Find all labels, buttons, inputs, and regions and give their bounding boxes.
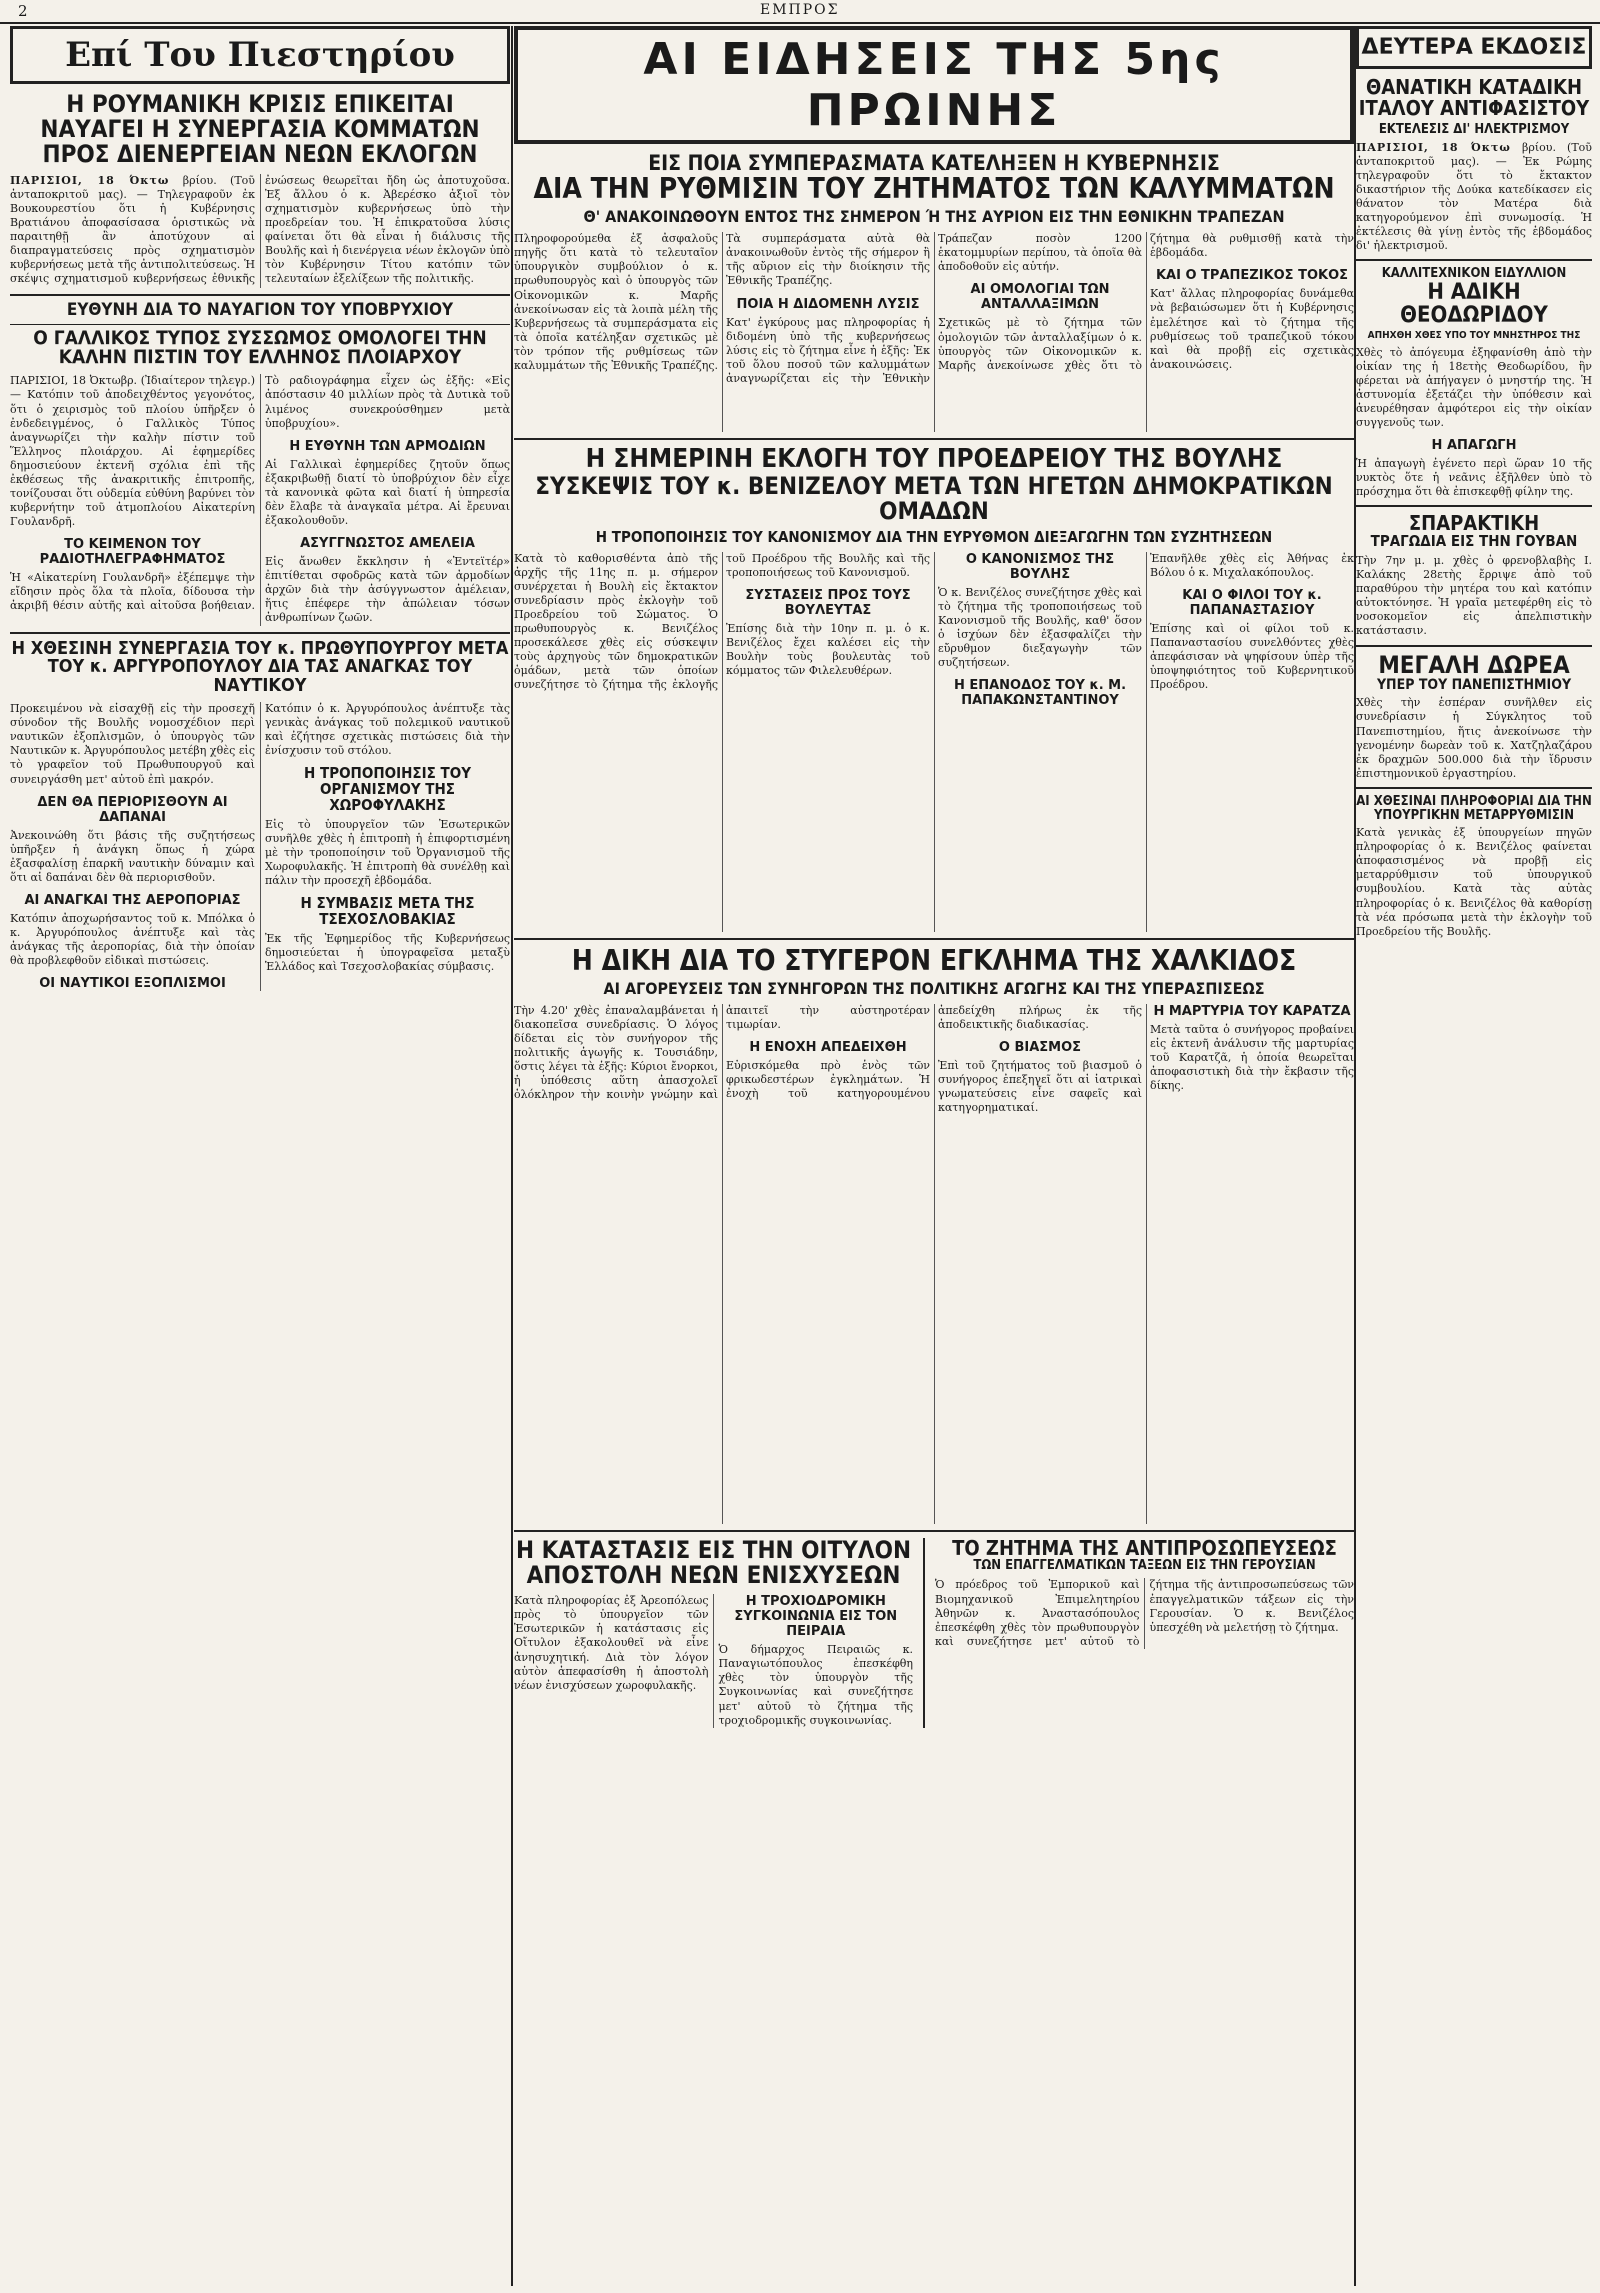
headline-kicker: ΣΠΑΡΑΚΤΙΚΗ (1408, 511, 1540, 536)
subheading: ΔΕΝ ΘΑ ΠΕΡΙΟΡΙΣΘΟΥΝ ΑΙ ΔΑΠΑΝΑΙ (37, 794, 228, 825)
headline: ΔΙΑ ΤΗΝ ΡΥΘΜΙΣΙΝ ΤΟΥ ΖΗΤΗΜΑΤΟΣ ΤΩΝ ΚΑΛΥΜΜΑΤΩΝ (533, 172, 1335, 206)
article-text: Κατὰ γενικὰς ἐξ ὑπουργείων πηγῶν πληροφορίας ὁ κ. Βενιζέλος φαίνεται ἀποφασισμένος νὰ προβῇ εἰς μεταρρύθμισιν τοῦ ὑπουργικοῦ συμβουλίου. Κατὰ τὰς αὐτὰς πληροφορίας ὁ κ. Βενιζέλος θὰ καθορίσῃ τὰ νέα πρόσωπα μετὰ τὴν ἐκλογὴν τοῦ Προεδρείου τῆς Βουλῆς. (1356, 826, 1592, 938)
subheading: Ο ΚΑΝΟΝΙΣΜΟΣ ΤΗΣ ΒΟΥΛΗΣ (965, 551, 1115, 582)
headline: Η ΤΡΟΠΟΠΟΙΗΣΙΣ ΤΟΥ ΟΡΓΑΝΙΣΜΟΥ ΤΗΣ ΧΩΡΟΦΥΛΑΚΗΣ (304, 764, 471, 814)
divider (514, 1530, 1354, 1532)
divider (1356, 787, 1592, 789)
paper-name: ΕΜΠΡΟΣ (760, 2, 840, 18)
article-text: Κατ' ἐγκύρους μας πληροφορίας ἡ διδομένη ὑπὸ τῆς κυβερνήσεως λύσις εἰς τὸ ζήτημα εἶνε ἡ ἑξῆς: Ἐκ τοῦ ὅλου ποσοῦ τῶν καλυμμάτων ἀναγνωρίζεται εἰς τὴν Ἐθνικὴν Τράπεζαν ποσὸν 1200 ἑκατομμυρίων περίπου, τὰ ὁποῖα θὰ ἀποδοθοῦν εἰς αὐτήν. (726, 232, 1142, 385)
deck: Θ' ΑΝΑΚΟΙΝΩΘΟΥΝ ΕΝΤΟΣ ΤΗΣ ΣΗΜΕΡΟΝ Ή ΤΗΣ ΑΥΡΙΟΝ ΕΙΣ ΤΗΝ ΕΘΝΙΚΗΝ ΤΡΑΠΕΖΑΝ (583, 207, 1285, 227)
headline: Η ΔΙΚΗ ΔΙΑ ΤΟ ΣΤΥΓΕΡΟΝ ΕΓΚΛΗΜΑ ΤΗΣ ΧΑΛΚΙΔΟΣ (571, 943, 1297, 977)
dateline: ΠΑΡΙΣΙΟΙ, 18 Όκτω (10, 173, 170, 187)
article-text: Ἀνεκοινώθη ὅτι βάσις τῆς συζητήσεως ὑπῆρξεν ἡ ἀνάγκη ὅπως ἡ χώρα ἐξασφαλίσῃ ἐπαρκῆ ναυτικὴν δύναμιν καὶ ὅτι αἱ δαπάναι δὲν θὰ περιορισθοῦν. (10, 828, 255, 884)
subheading: ΟΙ ΝΑΥΤΙΚΟΙ ΕΞΟΠΛΙΣΜΟΙ (39, 976, 226, 992)
headline: Η ΣΥΜΒΑΣΙΣ ΜΕΤΑ ΤΗΣ ΤΣΕΧΟΣΛΟΒΑΚΙΑΣ (300, 894, 475, 928)
article-text: Εἰς ἄνωθεν ἔκκλησιν ἡ «Ἐντεϊτέρ» ἐπιτίθεται σφοδρῶς κατὰ τῶν ἀρμοδίων ἀρχῶν διὰ τὴν ἀσύγγνωστον ἀμέλειαν, ἥτις ἐπέφερε τὴν ἀπώλειαν τόσων ἀνθρωπίνων ζωῶν. (265, 555, 510, 625)
article-text: Εὑρισκόμεθα πρὸ ἑνὸς τῶν φρικωδεστέρων ἐγκλημάτων. Ἡ ἐνοχὴ τοῦ κατηγορουμένου ἀπεδείχθη πλήρως ἐκ τῆς ἀποδεικτικῆς διαδικασίας. (726, 1003, 1142, 1101)
headline: ΤΟ ΖΗΤΗΜΑ ΤΗΣ ΑΝΤΙΠΡΟΣΩΠΕΥΣΕΩΣ (952, 1535, 1337, 1560)
deck: Η ΤΡΟΠΟΠΟΙΗΣΙΣ ΤΟΥ ΚΑΝΟΝΙΣΜΟΥ ΔΙΑ ΤΗΝ ΕΥΡΥΘΜΟΝ ΔΙΕΞΑΓΩΓΗΝ ΤΩΝ ΣΥΖΗΤΗΣΕΩΝ (595, 527, 1273, 546)
headline-kicker: Η ΡΟΥΜΑΝΙΚΗ ΚΡΙΣΙΣ ΕΠΙΚΕΙΤΑΙ (66, 90, 454, 118)
article-text: Μετὰ ταῦτα ὁ συνήγορος προβαίνει εἰς ἐκτενῆ ἀνάλυσιν τῆς μαρτυρίας τοῦ Καρατζᾶ, ἡ ὁποία θεωρεῖται ἀποφασιστικὴ διὰ τὴν ἔκβασιν τῆς δίκης. (1150, 1022, 1354, 1093)
article-text: Ἐπίσης διὰ τὴν 10ην π. μ. ὁ κ. Βενιζέλος ἔχει καλέσει εἰς τὴν Βουλὴν τοὺς βουλευτὰς τοῦ κόμματος τῶν Φιλελευθέρων. (726, 621, 930, 678)
subheading: ΚΑΙ Ο ΤΡΑΠΕΖΙΚΟΣ ΤΟΚΟΣ (1155, 268, 1348, 284)
subheading: ΑΙ ΟΜΟΛΟΓΙΑΙ ΤΩΝ ΑΝΤΑΛΛΑΞΙΜΩΝ (970, 282, 1110, 313)
article-text: Ὁ κ. Βενιζέλος συνεζήτησε χθὲς καὶ τὸ ζήτημα τῆς τροποποιήσεως τοῦ Κανονισμοῦ τῆς Βουλῆς, καθ' ὅσον ὁ ἰσχύων δὲν ἐξασφαλίζει τὴν εὔρυθμον διεξαγωγὴν τῶν συζητήσεων. (938, 585, 1142, 670)
headline-kicker: ΕΥΘΥΝΗ ΔΙΑ ΤΟ ΝΑΥΑΓΙΟΝ ΤΟΥ ΥΠΟΒΡΥΧΙΟΥ (66, 299, 454, 320)
subheading: Ο ΒΙΑΣΜΟΣ (998, 1040, 1082, 1055)
subheading: ΚΑΙ Ο ΦΙΛΟΙ ΤΟΥ κ. ΠΑΠΑΝΑΣΤΑΣΙΟΥ (1182, 587, 1322, 618)
article-text: Κατόπιν ἀποχωρήσαντος τοῦ κ. Μπόλκα ὁ κ. Ἀργυρόπουλος ἀνέπτυξε καὶ τὰς ἀνάγκας τῆς ἀεροπορίας, διὰ τὴν ὁποίαν θὰ προβλεφθοῦν εἰδικαὶ πιστώσεις. (10, 911, 255, 968)
page-number: 2 (18, 2, 28, 20)
headline: Ο ΓΑΛΛΙΚΟΣ ΤΥΠΟΣ ΣΥΣΣΩΜΟΣ ΟΜΟΛΟΓΕΙ ΤΗΝ ΚΑΛΗΝ ΠΙΣΤΙΝ ΤΟΥ ΕΛΛΗΝΟΣ ΠΛΟΙΑΡΧΟΥ (33, 326, 487, 369)
masthead (0, 0, 1600, 24)
deck: ΤΩΝ ΕΠΑΓΓΕΛΜΑΤΙΚΩΝ ΤΑΞΕΩΝ ΕΙΣ ΤΗΝ ΓΕΡΟΥΣΙΑΝ (973, 1557, 1316, 1573)
article-text: βρίου. (Τοῦ ἀνταποκριτοῦ μας). — Ἐκ Ρώμης τηλεγραφοῦν ὅτι τὸ ἔκτακτον δικαστήριον τῆς Δούκα κατεδίκασεν εἰς θάνατον τὸν Ματέρα διὰ κατηγορούμενον ἐπὶ συνωμοσίᾳ. Ἡ ἐκτέλεσις θὰ γίνῃ ἐντὸς τῆς ἑβδομάδος δι' ἠλεκτρισμοῦ. (1356, 140, 1592, 253)
article-text: Κατ' ἄλλας πληροφορίας δυνάμεθα νὰ βεβαιώσωμεν ὅτι ἡ Κυβέρνησις ἐμελέτησε καὶ τὸ ζήτημα τῆς ρυθμίσεως τοῦ τραπεζικοῦ τόκου καὶ θὰ προβῇ εἰς σχετικὰς ἀνακοινώσεις. (1150, 287, 1354, 371)
article-text: Χθὲς τὸ ἀπόγευμα ἐξηφανίσθη ἀπὸ τὴν οἰκίαν της ἡ 18ετὴς Θεοδωρίδου, ἣν φέρεται νὰ ἀπήγαγεν ὁ μνηστήρ της. Ἡ ἀστυνομία ἐξετάζει τὴν ὑπόθεσιν καὶ ἀνευρέθησαν ἀμφότεροι εἰς τὴν οἰκίαν συγγενοῦς των. (1356, 345, 1592, 429)
subheading: Η ΤΡΟΧΙΟΔΡΟΜΙΚΗ ΣΥΓΚΟΙΝΩΝΙΑ ΕΙΣ ΤΟΝ ΠΕΙΡΑΙΑ (734, 1594, 898, 1640)
subheading: Η ΜΑΡΤΥΡΙΑ ΤΟΥ ΚΑΡΑΤΖΑ (1153, 1003, 1351, 1019)
headline-kicker: ΚΑΛΛΙΤΕΧΝΙΚΟΝ ΕΙΔΥΛΛΙΟΝ (1381, 266, 1567, 282)
article-text: Κατόπιν ὁ κ. Ἀργυρόπουλος ἀνέπτυξε τὰς γενικὰς ἀνάγκας τοῦ πολεμικοῦ ναυτικοῦ καὶ ἐζήτησε σχετικὰς πιστώσεις διὰ τὴν ἐνίσχυσιν τοῦ στόλου. (265, 702, 510, 758)
subheading: ΑΣΥΓΓΝΩΣΤΟΣ ΑΜΕΛΕΙΑ (300, 536, 475, 552)
article-text: Χθὲς τὴν ἑσπέραν συνῆλθεν εἰς συνεδρίασιν ἡ Σύγκλητος τοῦ Πανεπιστημίου, ἥτις ἀνεκοίνωσε τὴν γενομένην δωρεὰν τοῦ κ. Χατζηλαζάρου ἐκ δραχμῶν 500.000 διὰ τὴν ἵδρυσιν ἐπιστημονικοῦ ἐργαστηρίου. (1356, 696, 1592, 780)
article-body (10, 702, 510, 991)
article-body (514, 232, 1354, 432)
deck: ΥΠΕΡ ΤΟΥ ΠΑΝΕΠΙΣΤΗΜΙΟΥ (1376, 676, 1572, 693)
headline: ΕΙΣ ΠΟΙΑ ΣΥΜΠΕΡΑΣΜΑΤΑ ΚΑΤΕΛΗΞΕΝ Η ΚΥΒΕΡΝΗΣΙΣ (648, 151, 1220, 175)
article-text: Ἐπίσης καὶ οἱ φίλοι τοῦ κ. Παπαναστασίου συνελθόντες χθὲς ἀπεφάσισαν νὰ ψηφίσουν ὑπὲρ τῆς ὑποψηφιότητος τοῦ Κυβερνητικοῦ Προέδρου. (1150, 621, 1354, 692)
headline: ΜΕΓΑΛΗ ΔΩΡΕΑ (1378, 650, 1570, 679)
section-banner-second-edition: ΔΕΥΤΕΡΑ ΕΚΔΟΣΙΣ (1356, 26, 1592, 69)
headline: ΑΙ ΧΘΕΣΙΝΑΙ ΠΛΗΡΟΦΟΡΙΑΙ ΔΙΑ ΤΗΝ ΥΠΟΥΡΓΙΚΗΝ ΜΕΤΑΡΡΥΘΜΙΣΙΝ (1356, 793, 1592, 823)
headline: ΑΠΟΣΤΟΛΗ ΝΕΩΝ ΕΝΙΣΧΥΣΕΩΝ (526, 1561, 901, 1590)
story-oitylo (514, 1535, 914, 1728)
column-rule (511, 26, 513, 2286)
headline: ΠΡΟΣ ΔΙΕΝΕΡΓΕΙΑΝ ΝΕΩΝ ΕΚΛΟΓΩΝ (42, 140, 478, 169)
article-text: Αἱ Γαλλικαὶ ἐφημερίδες ζητοῦν ὅπως ἐξακριβωθῇ διατί τὸ ὑποβρύχιον δὲν εἶχε τὰ κανονικὰ φῶτα καὶ διατί ἡ ὑπηρεσία δὲν ἔλαβε τὰ ἀναγκαῖα μέτρα. Αἱ ἔρευναι ἐξακολουθοῦν. (265, 457, 510, 528)
column-rule (923, 1538, 925, 1728)
subheading: Η ΕΝΟΧΗ ΑΠΕΔΕΙΧΘΗ (749, 1040, 907, 1055)
headline: ΤΡΑΓΩΔΙΑ ΕΙΣ ΤΗΝ ΓΟΥΒΑΝ (1370, 532, 1578, 551)
headline: ΝΑΥΑΓΕΙ Η ΣΥΝΕΡΓΑΣΙΑ ΚΟΜΜΑΤΩΝ (40, 115, 480, 144)
article-text: Ἐπὶ τοῦ ζητήματος τοῦ βιασμοῦ ὁ συνήγορος ἐπεξηγεῖ ὅτι αἱ ἰατρικαὶ γνωματεύσεις εἶνε σαφεῖς καὶ κατηγορηματικαί. (938, 1059, 1142, 1115)
deck: ΕΚΤΕΛΕΣΙΣ ΔΙ' ΗΛΕΚΤΡΙΣΜΟΥ (1378, 122, 1570, 137)
article-text: Ἐπανῆλθε χθὲς εἰς Ἀθήνας ἐκ Βόλου ὁ κ. Μιχαλακόπουλος. (1150, 551, 1354, 579)
subheading: ΑΙ ΑΝΑΓΚΑΙ ΤΗΣ ΑΕΡΟΠΟΡΙΑΣ (24, 892, 241, 908)
article-text: Ἡ «Αἰκατερίνη Γουλανδρῆ» ἐξέπεμψε τὴν εἴδησιν πρὸς ὅλα τὰ πλοῖα, δίδουσα τὴν ἀκριβῆ θέσιν αὐτῆς καὶ αἰτοῦσα βοήθειαν. Τὸ ραδιογράφημα εἶχεν ὡς ἑξῆς: «Εἰς ἀπόστασιν 40 μιλλίων πρὸς τὰ Δυτικὰ τοῦ λιμένος συνεκρούσθημεν μετὰ ὑποβρυχίου». (10, 374, 510, 613)
headline: ΣΥΣΚΕΨΙΣ ΤΟΥ κ. ΒΕΝΙΖΕΛΟΥ ΜΕΤΑ ΤΩΝ ΗΓΕΤΩΝ ΔΗΜΟΚΡΑΤΙΚΩΝ ΟΜΑΔΩΝ (535, 471, 1333, 525)
article-text: βρίου. (Τοῦ ἀνταποκριτοῦ μας). — Τηλεγραφοῦν ἐκ Βουκουρεστίου ὅτι ἡ Κυβέρνησις Βρατιάνου ἀποφασίσασα ὁριστικῶς νὰ παραιτηθῇ ἂν ἀποτύχουν αἱ διαπραγματεύσεις πρὸς σχηματισμὸν κυβερνήσεως μετὰ τῆς ἀντιπολιτεύσεως. Ἡ σκέψις σχηματισμοῦ κυβερνήσεως ἐθνικῆς ἐνώσεως θεωρεῖται ἤδη ὡς ἀποτυχοῦσα. Ἐξ ἄλλου ὁ κ. Ἀβερέσκο ἀξιοῖ τὸν σχηματισμὸν κυβερνήσεως ὑπὸ τὴν προεδρείαν του. Ἡ ἐπικρατοῦσα λύσις φαίνεται ὅτι θὰ εἶναι ἡ διάλυσις τῆς Βουλῆς καὶ ἡ διενέργεια νέων ἐκλογῶν ὑπὸ τὸν Κυβέρνησιν Τίτου κατόπιν τῶν τελευταίων ἐξελίξεων τῆς πολιτικῆς. (10, 173, 510, 286)
story-gerousia (935, 1535, 1354, 1728)
divider (10, 294, 510, 296)
article-text: Πληροφορούμεθα ἐξ ἀσφαλοῦς πηγῆς ὅτι κατὰ τὸ τελευταῖον ὑπουργικὸν συμβούλιον ὁ κ. πρωθυπουργὸς καὶ ὁ ὑπουργὸς τῶν Οἰκονομικῶν κ. Μαρῆς ἀνεκοίνωσαν εἰς τὰ λοιπὰ μέλη τῆς Κυβερνήσεως τὰ συμπεράσματα εἰς τὰ ὁποῖα κατέληξαν σχετικῶς μὲ τὸν τρόπον τῆς ρυθμίσεως τῶν καλυμμάτων τῆς Ἐθνικῆς Τραπέζης. Τὰ συμπεράσματα αὐτὰ θὰ ἀνακοινωθοῦν ἐντὸς τῆς σήμερον ἢ τῆς αὔριον εἰς τὴν διοίκησιν τῆς Ἐθνικῆς Τραπέζης. (514, 232, 930, 372)
headline: ΘΑΝΑΤΙΚΗ ΚΑΤΑΔΙΚΗ ΙΤΑΛΟΥ ΑΝΤΙΦΑΣΙΣΤΟΥ (1358, 75, 1590, 120)
subheading: Η ΕΥΘΥΝΗ ΤΩΝ ΑΡΜΟΔΙΩΝ (289, 438, 486, 454)
section-banner-morning-news: ΑΙ ΕΙΔΗΣΕΙΣ ΤΗΣ 5ης ΠΡΩΙΝΗΣ (514, 26, 1354, 144)
article-body (514, 552, 1354, 932)
article-body (514, 1594, 913, 1727)
article-text: Εἰς τὸ ὑπουργεῖον τῶν Ἐσωτερικῶν συνῆλθε χθὲς ἡ ἐπιτροπὴ ἡ ἐπιφορτισμένη μὲ τὴν τροποποίησιν τοῦ Ὀργανισμοῦ τῆς Χωροφυλακῆς. Ἡ ἐπιτροπὴ θὰ συνέλθῃ καὶ πάλιν τὴν προσεχῆ ἑβδομάδα. (265, 817, 510, 888)
article-text: Κατὰ πληροφορίας ἐξ Ἀρεοπόλεως πρὸς τὸ ὑπουργεῖον τῶν Ἐσωτερικῶν ἡ κατάστασις εἰς Οἴτυλον ἐξακολουθεῖ νὰ εἶνε ἀνησυχητική. Διὰ τὸν λόγον αὐτὸν ἀπεφασίσθη ἡ ἀποστολὴ νέων ἐνισχύσεων χωροφυλακῆς. (514, 1594, 709, 1692)
divider (1356, 645, 1592, 647)
dateline: ΠΑΡΙΣΙΟΙ, 18 Όκτω (1356, 140, 1511, 154)
deck: ΑΙ ΑΓΟΡΕΥΣΕΙΣ ΤΩΝ ΣΥΝΗΓΟΡΩΝ ΤΗΣ ΠΟΛΙΤΙΚΗΣ ΑΓΩΓΗΣ ΚΑΙ ΤΗΣ ΥΠΕΡΑΣΠΙΣΕΩΣ (603, 979, 1265, 999)
article-text: ΠΑΡΙΣΙΟΙ, 18 Ὀκτωβρ. (Ἰδιαίτερον τηλεγρ.) — Κατόπιν τοῦ ἀποδειχθέντος γεγονότος, ὅτι ὁ χειρισμὸς τοῦ πλοίου ὑπῆρξεν ὁ ἐνδεδειγμένος, ὁ Γαλλικὸς Τύπος ἀναγνωρίζει τὴν καλὴν πίστιν τοῦ Ἕλληνος πλοιάρχου. Αἱ ἐφημερίδες δημοσιεύουν ἐκτενῆ σχόλια ἐπὶ τῆς ἐκθέσεως τῆς ἀνακριτικῆς ἐπιτροπῆς, τονίζουσαι ὅτι οὐδεμία εὐθύνη βαρύνει τὸν κυβερνήτην τοῦ ἀτμοπλοίου Αἰκατερίνη Γουλανδρῆ. (10, 374, 255, 529)
article-text: Ὁ πρόεδρος τοῦ Ἐμπορικοῦ καὶ Βιομηχανικοῦ Ἐπιμελητηρίου Ἀθηνῶν κ. Ἀναστασόπουλος ἐπεσκέφθη χθὲς τὸν πρωθυπουργὸν καὶ συνεζήτησε μετ' αὐτοῦ τὸ ζήτημα τῆς ἀντιπροσωπεύσεως τῶν ἐπαγγελματικῶν τάξεων εἰς τὴν Γερουσίαν. Ὁ κ. Βενιζέλος ὑπεσχέθη νὰ μελετήσῃ τὸ ζήτημα. (935, 1578, 1354, 1648)
article-body (10, 374, 510, 625)
left-column (10, 26, 510, 2286)
article-text: Ἐκ τῆς Ἐφημερίδος τῆς Κυβερνήσεως δημοσιεύεται ἡ ὑπογραφεῖσα μεταξὺ Ἑλλάδος καὶ Τσεχοσλοβακίας σύμβασις. (265, 931, 510, 973)
article-text: Τὴν 7ην μ. μ. χθὲς ὁ φρενοβλαβὴς Ι. Καλάκης 28ετὴς ἔρριψε ἀπὸ τοῦ παραθύρου τὴν μητέρα του καὶ κατόπιν αὐτοκτόνησε. Ἡ γραῖα μετεφέρθη εἰς τὸ νοσοκομεῖον εἰς ἀπελπιστικὴν κατάστασιν. (1356, 554, 1592, 638)
right-column (1356, 26, 1592, 2286)
article-text: Τὴν 4.20' χθὲς ἐπαναλαμβάνεται ἡ διακοπεῖσα συνεδρίασις. Ὁ λόγος δίδεται εἰς τὸν συνήγορον τῆς πολιτικῆς ἀγωγῆς κ. Τουσιάδην, ὅστις λέγει τὰ ἑξῆς: Κύριοι ἔνορκοι, ἡ ὑπόθεσις αὕτη ἀπασχολεῖ ὁλόκληρον τὴν κοινὴν γνώμην καὶ ἀπαιτεῖ τὴν αὐστηροτέραν τιμωρίαν. (514, 1003, 930, 1102)
deck: ΑΠΗΧΘΗ ΧΘΕΣ ΥΠΟ ΤΟΥ ΜΝΗΣΤΗΡΟΣ ΤΗΣ (1367, 330, 1581, 342)
subheading: Η ΑΠΑΓΩΓΗ (1431, 438, 1517, 454)
headline: Η ΚΑΤΑΣΤΑΣΙΣ ΕΙΣ ΤΗΝ ΟΙΤΥΛΟΝ (516, 1535, 912, 1564)
article-text: Κατὰ τὸ καθορισθέντα ἀπὸ τῆς ἀρχῆς τῆς 11ης π. μ. σήμερον συνέρχεται ἡ Βουλὴ εἰς ἔκτακτον συνεδρίασιν πρὸς ἐκλογὴν τοῦ Προεδρείου τοῦ Σώματος. Ὁ πρωθυπουργὸς κ. Βενιζέλος προσεκάλεσε χθὲς εἰς σύσκεψιν τοὺς ἀρχηγοὺς τῶν δημοκρατικῶν ὁμάδων, μετὰ τῶν ὁποίων συνεζήτησε τὸ ζήτημα τῆς ἐκλογῆς τοῦ Προέδρου τῆς Βουλῆς καὶ τῆς τροποποιήσεως τοῦ Κανονισμοῦ. (514, 551, 930, 692)
article-body (10, 174, 510, 288)
article-text: Ἡ ἀπαγωγὴ ἐγένετο περὶ ὥραν 10 τῆς νυκτὸς ὅτε ἡ νεᾶνις ἐξῆλθεν ὑπὸ τὸ πρόσχημα ὅτι θὰ ἐπισκεφθῇ φίλην της. (1356, 457, 1592, 499)
headline: Η ΑΔΙΚΗ ΘΕΟΔΩΡΙΔΟΥ (1400, 279, 1548, 328)
headline: Η ΧΘΕΣΙΝΗ ΣΥΝΕΡΓΑΣΙΑ ΤΟΥ κ. ΠΡΩΘΥΠΟΥΡΓΟΥ ΜΕΤΑ ΤΟΥ κ. ΑΡΓΥΡΟΠΟΥΛΟΥ ΔΙΑ ΤΑΣ ΑΝΑΓΚΑΣ ΤΟΥ ΝΑΥΤΙΚΟΥ (11, 637, 509, 697)
divider (514, 438, 1354, 440)
subheading: ΠΟΙΑ Η ΔΙΔΟΜΕΝΗ ΛΥΣΙΣ (736, 296, 920, 312)
article-text: Προκειμένου νὰ εἰσαχθῇ εἰς τὴν προσεχῆ σύνοδον τῆς Βουλῆς νομοσχέδιον περὶ ναυτικῶν ἐξοπλισμῶν, ὁ ὑπουργὸς τῶν Ναυτικῶν κ. Ἀργυρόπουλος μετέβη χθὲς εἰς τὸ γραφεῖον τοῦ Πρωθυπουργοῦ καὶ συνειργάσθη μετ' αὐτοῦ ἐπὶ μακρόν. (10, 702, 255, 786)
subheading: ΤΟ ΚΕΙΜΕΝΟΝ ΤΟΥ ΡΑΔΙΟΤΗΛΕΓΡΑΦΗΜΑΤΟΣ (39, 537, 226, 568)
subheading: Η ΕΠΑΝΟΔΟΣ ΤΟΥ κ. Μ. ΠΑΠΑΚΩΝΣΤΑΝΤΙΝΟΥ (953, 678, 1127, 709)
article-text: Σχετικῶς μὲ τὸ ζήτημα τῶν ὁμολογιῶν τῶν ἀνταλλαξίμων ὁ κ. ὑπουργὸς τῶν Οἰκονομικῶν κ. Μαρῆς ἀνεκοίνωσε χθὲς ὅτι τὸ ζήτημα θὰ ρυθμισθῇ κατὰ τὴν ἑβδομάδα. (938, 232, 1354, 372)
divider (1356, 259, 1592, 261)
subheading: ΣΥΣΤΑΣΕΙΣ ΠΡΟΣ ΤΟΥΣ ΒΟΥΛΕΥΤΑΣ (745, 587, 911, 618)
article-body (935, 1578, 1354, 1648)
divider (514, 938, 1354, 940)
center-column (514, 26, 1354, 2286)
headline: Η ΣΗΜΕΡΙΝΗ ΕΚΛΟΓΗ ΤΟΥ ΠΡΟΕΔΡΕΙΟΥ ΤΗΣ ΒΟΥΛΗΣ (585, 444, 1283, 475)
section-banner-press: Επί Του Πιεστηρίου (10, 26, 510, 84)
divider (1356, 505, 1592, 507)
divider (10, 632, 510, 634)
article-text: Ὁ δήμαρχος Πειραιῶς κ. Παναγιωτόπουλος ἐπεσκέφθη χθὲς τὸν ὑπουργὸν τῆς Συγκοινωνίας καὶ συνεζήτησε μετ' αὐτοῦ τὸ ζήτημα τῆς τροχιοδρομικῆς συγκοινωνίας. (718, 1643, 914, 1727)
article-body (514, 1004, 1354, 1524)
divider (10, 324, 510, 325)
